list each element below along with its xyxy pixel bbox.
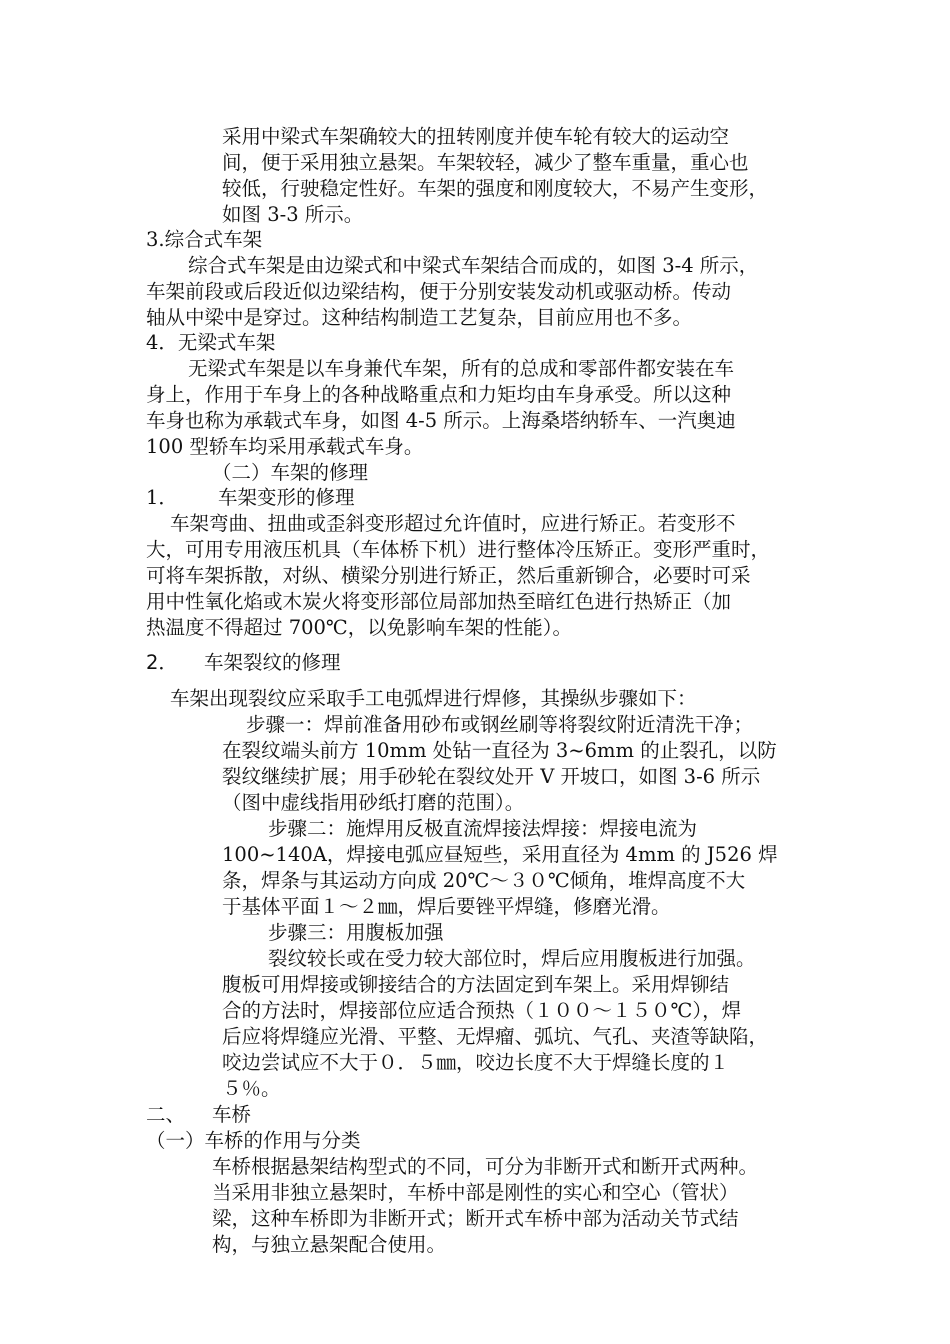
text-line: 车桥根据悬架结构型式的不同，可分为非断开式和断开式两种。 — [212, 1155, 759, 1178]
text-line: 如图 3-3 所示。 — [222, 203, 364, 226]
section-heading: 4．无梁式车架 — [146, 331, 276, 354]
text-line: 车身也称为承载式车身，如图 4-5 所示。上海桑塔纳轿车、一汽奥迪 — [146, 409, 736, 432]
text-line: 采用中梁式车架确较大的扭转刚度并使车轮有较大的运动空 — [222, 125, 730, 148]
text-line: 于基体平面１～２㎜，焊后要锉平焊缝，修磨光滑。 — [222, 895, 671, 918]
text-line: 车架弯曲、扭曲或歪斜变形超过允许值时，应进行矫正。若变形不 — [170, 512, 736, 535]
text-line: 梁，这种车桥即为非断开式；断开式车桥中部为活动关节式结 — [212, 1207, 739, 1230]
text-line: 综合式车架是由边梁式和中梁式车架结合而成的，如图 3-4 所示， — [188, 254, 759, 277]
text-line: 步骤一：焊前准备用砂布或钢丝刷等将裂纹附近清洗干净； — [246, 713, 754, 736]
list-number: 2． — [146, 651, 178, 674]
text-line: 可将车架拆散，对纵、横梁分别进行矫正，然后重新铆合，必要时可采 — [146, 564, 751, 587]
text-line: 用中性氧化焰或木炭火将变形部位局部加热至暗红色进行热矫正（加 — [146, 590, 732, 613]
text-line: 100 型轿车均采用承载式车身。 — [146, 435, 424, 458]
text-line: 100~140A，焊接电弧应昼短些，采用直径为 4mm 的 J526 焊 — [222, 843, 778, 866]
text-line: 大，可用专用液压机具（车体桥下机）进行整体冷压矫正。变形严重时， — [146, 538, 771, 561]
text-line: （图中虚线指用砂纸打磨的范围）。 — [222, 791, 525, 814]
text-line: 构，与独立悬架配合使用。 — [212, 1233, 447, 1256]
section-heading: 车架变形的修理 — [218, 486, 355, 509]
section-heading: （一）车桥的作用与分类 — [146, 1129, 361, 1152]
text-line: 当采用非独立悬架时，车桥中部是刚性的实心和空心（管状） — [212, 1181, 739, 1204]
text-line: 步骤三：用腹板加强 — [268, 921, 444, 944]
text-line: 步骤二：施焊用反极直流焊接法焊接：焊接电流为 — [268, 817, 698, 840]
text-line: 车架前段或后段近似边梁结构，便于分别安装发动机或驱动桥。传动 — [146, 280, 732, 303]
text-line: 轴从中梁中是穿过。这种结构制造工艺复杂，目前应用也不多。 — [146, 306, 693, 329]
list-number: 二、 — [146, 1103, 186, 1126]
text-line: 腹板可用焊接或铆接结合的方法固定到车架上。采用焊铆结 — [222, 973, 730, 996]
section-heading: 3.综合式车架 — [146, 228, 263, 251]
section-heading: （二）车架的修理 — [212, 461, 369, 484]
list-number: 1． — [146, 486, 178, 509]
text-line: 无梁式车架是以车身兼代车架，所有的总成和零部件都安装在车 — [188, 357, 735, 380]
text-line: 在裂纹端头前方 10mm 处钻一直径为 3~6mm 的止裂孔，以防 — [222, 739, 777, 762]
text-line: 裂纹继续扩展；用手砂轮在裂纹处开 V 开坡口，如图 3-6 所示 — [222, 765, 761, 788]
text-line: ５％。 — [222, 1077, 281, 1100]
text-line: 间，便于采用独立悬架。车架较轻，减少了整车重量，重心也 — [222, 151, 749, 174]
text-line: 咬边尝试应不大于０．５㎜，咬边长度不大于焊缝长度的１ — [222, 1051, 730, 1074]
section-heading: 车桥 — [212, 1103, 252, 1126]
text-line: 合的方法时，焊接部位应适合预热（１００～１５０℃），焊 — [222, 999, 742, 1022]
text-line: 车架出现裂纹应采取手工电弧焊进行焊修，其操纵步骤如下： — [170, 687, 697, 710]
text-line: 后应将焊缝应光滑、平整、无焊瘤、弧坑、气孔、夹渣等缺陷， — [222, 1025, 769, 1048]
section-heading: 车架裂纹的修理 — [204, 651, 341, 674]
text-line: 条，焊条与其运动方向成 20℃～３０℃倾角，堆焊高度不大 — [222, 869, 746, 892]
text-line: 较低，行驶稳定性好。车架的强度和刚度较大，不易产生变形， — [222, 177, 769, 200]
text-line: 热温度不得超过 700℃，以免影响车架的性能）。 — [146, 616, 572, 639]
text-line: 身上，作用于车身上的各种战略重点和力矩均由车身承受。所以这种 — [146, 383, 732, 406]
text-line: 裂纹较长或在受力较大部位时，焊后应用腹板进行加强。 — [268, 947, 756, 970]
